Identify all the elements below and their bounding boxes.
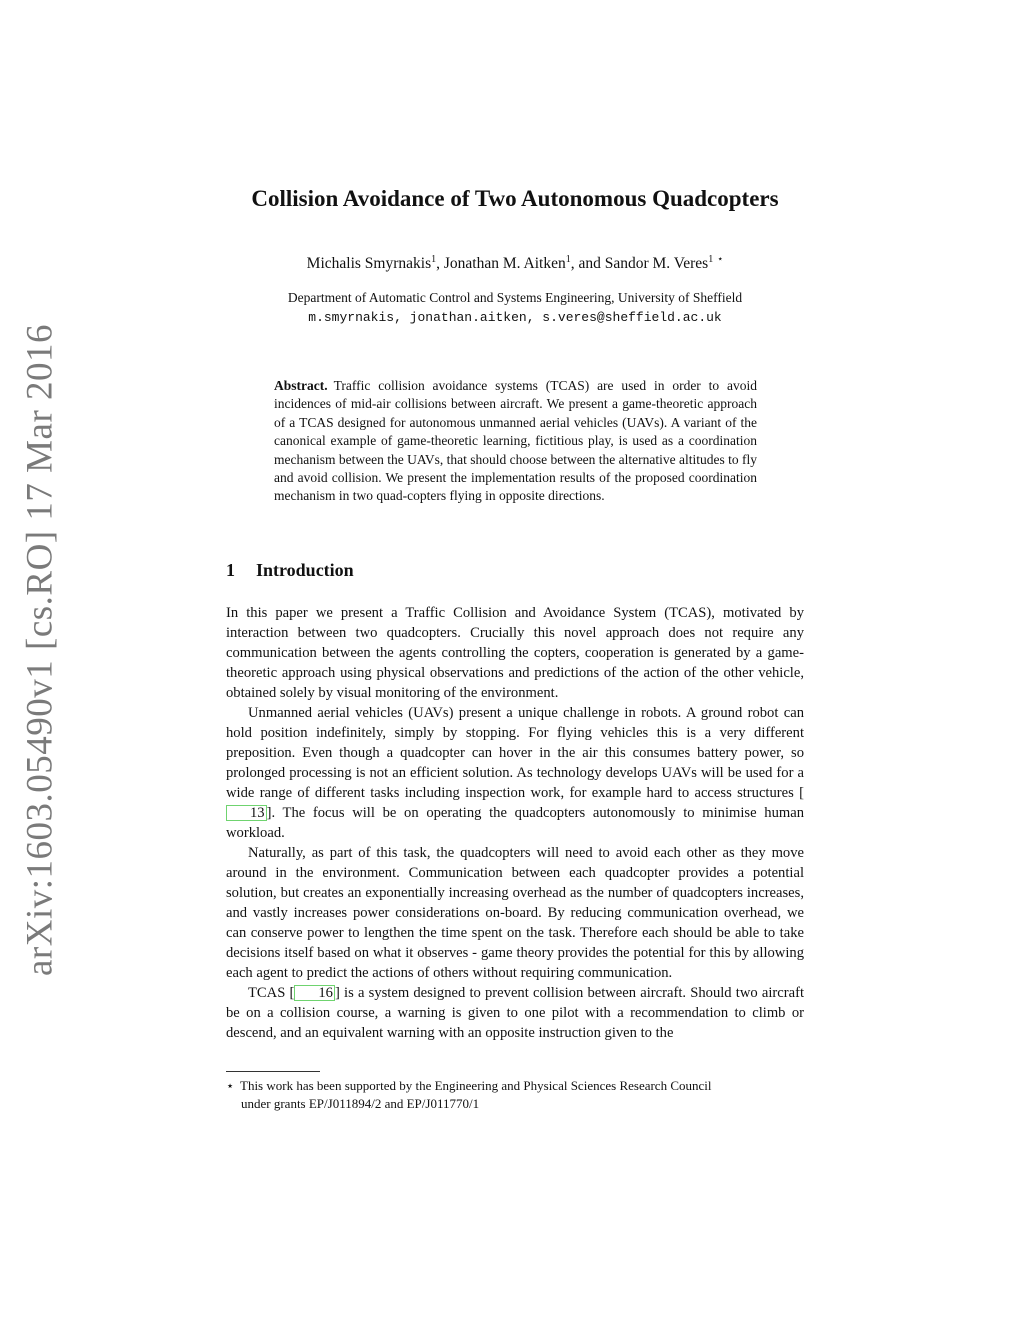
abstract-label: Abstract. (274, 378, 328, 393)
footnote (226, 1077, 804, 1113)
affiliation-mark: 1 (431, 254, 437, 265)
paper-title: Collision Avoidance of Two Autonomous Quadcopters (251, 186, 779, 211)
arxiv-sidebar (10, 323, 70, 977)
paragraph: Naturally, as part of this task, the quadcopters will need to avoid each other as they move around in the environment. Communication between each quadcopter provides a potential solution, but creates an exponentially increasing overhead as the number of quadcopters increases, and vastly increases power considerations on-board. By reducing communication overhead, we can conserve power to lengthen the time spent on the task. Therefore each should be able to take decisions itself based on what it observes - game theory provides the potential for this by allowing each agent to predict the actions of others without requiring communication. (226, 845, 804, 981)
footnote-mark: ⋆ (717, 254, 724, 265)
paragraph (226, 983, 804, 1043)
footnote-divider (226, 1071, 320, 1072)
footnote-mark: ⋆ (226, 1078, 235, 1093)
affiliation-mark: 1 (708, 254, 714, 265)
paragraph-text: TCAS [ (248, 985, 295, 1001)
section-number: 1 (226, 560, 235, 580)
footnote-text: This work has been supported by the Engineering and Physical Sciences Research Council (240, 1078, 712, 1093)
section-heading (226, 560, 354, 581)
affiliation: Department of Automatic Control and Systems Engineering, University of Sheffield (287, 290, 743, 305)
author-emails: m.smyrnakis, jonathan.aitken, s.veres@sheffield.ac.uk (308, 310, 722, 325)
arxiv-identifier: arXiv:1603.05490v1 [cs.RO] 17 Mar 2016 (19, 323, 61, 977)
paragraph: In this paper we present a Traffic Collision and Avoidance System (TCAS), motivated by interaction between two quadcopters. Crucially this novel approach does not require any communication between the agents controlling the copters, cooperation is generated by a game-theoretic approach using physical observations and predictions of the action of the other vehicle, obtained solely by visual monitoring of the environment. (226, 605, 804, 701)
body-text (226, 603, 804, 1043)
author-name: Jonathan M. Aitken (443, 255, 566, 272)
citation-link[interactable]: 16 (294, 985, 335, 1001)
abstract (274, 377, 757, 506)
author-name: Sandor M. Veres (604, 255, 709, 272)
paragraph (226, 703, 804, 843)
affiliation-mark: 1 (565, 254, 571, 265)
footnote-line (226, 1077, 804, 1095)
footnote-line: under grants EP/J011894/2 and EP/J011770/1 (241, 1096, 480, 1111)
citation-link[interactable]: 13 (226, 805, 267, 821)
author-separator: , (436, 255, 444, 272)
author-list (0, 254, 1024, 273)
paragraph-text: ] is a system designed to prevent collision between aircraft. Should two aircraft be on a collision course, a warning is given to one pilot with a recommendation to climb or descend, and an equivalent warning with an opposite instruction given to the (226, 985, 805, 1041)
author-name: Michalis Smyrnakis (306, 255, 432, 272)
section-title: Introduction (256, 560, 354, 580)
author-separator: , and (570, 255, 605, 272)
abstract-text: Traffic collision avoidance systems (TCAS) are used in order to avoid incidences of mid-air collisions between aircraft. We present a game-theoretic approach of a TCAS designed for autonomous unmanned aerial vehicles (UAVs). A variant of the canonical example of game-theoretic learning, fictitious play, is used as a coordination mechanism between the UAVs, that should choose between the alternative altitudes to fly and avoid collision. We present the implementation results of the proposed coordination mechanism in two quad-copters flying in opposite directions. (274, 378, 757, 504)
paragraph-text: Unmanned aerial vehicles (UAVs) present a unique challenge in robots. A ground robot can hold position indefinitely, simply by stopping. For flying vehicles this is a very different preposition. Even though a quadcopter can hover in the air this consumes battery power, so prolonged processing is not an efficient solution. As technology develops UAVs will be used for a wide range of different tasks including inspection work, for example hard to access structures [ (226, 705, 804, 801)
paragraph-text: ]. The focus will be on operating the quadcopters autonomously to minimise human workload. (226, 805, 804, 841)
